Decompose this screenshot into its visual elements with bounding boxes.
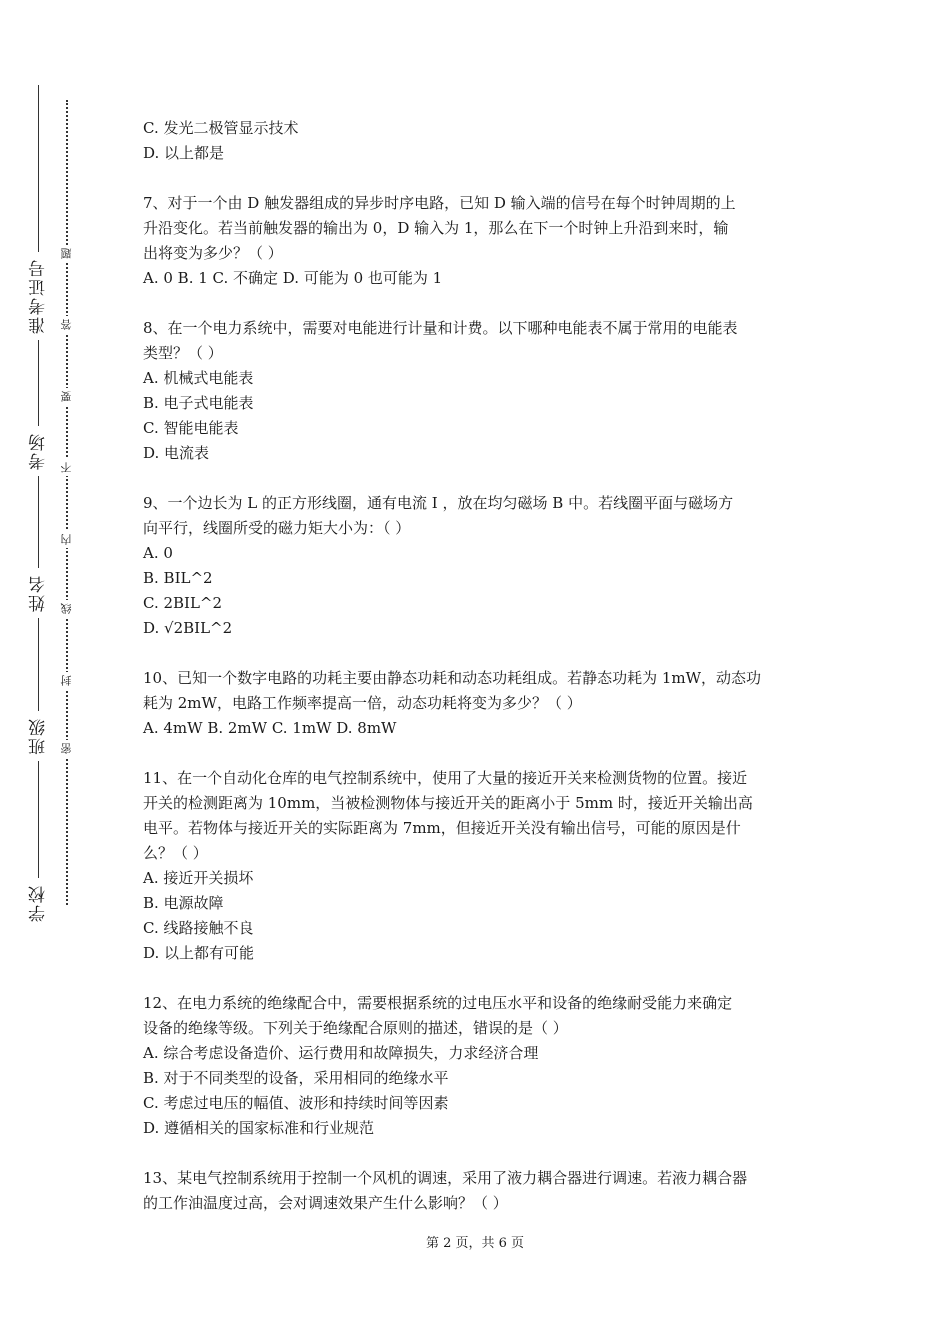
answer-option: A. 4mW B. 2mW C. 1mW D. 8mW xyxy=(143,719,397,737)
answer-option: D. 电流表 xyxy=(143,444,210,462)
question-7 xyxy=(143,191,823,291)
question-stem-line: 开关的检测距离为 10mm，当被检测物体与接近开关的距离小于 5mm 时，接近开关输出高 xyxy=(143,794,753,812)
question-stem-line: 升沿变化。若当前触发器的输出为 0，D 输入为 1，那么在下一个时钟上升沿到来时，输 xyxy=(143,219,729,237)
seal-char: 密 xyxy=(60,740,74,757)
question-11 xyxy=(143,766,823,966)
question-stem-line: 的工作油温度过高，会对调速效果产生什么影响？（ ） xyxy=(143,1194,508,1212)
answer-option: B. 对于不同类型的设备，采用相同的绝缘水平 xyxy=(143,1069,449,1087)
answer-option: B. 电源故障 xyxy=(143,894,224,912)
question-stem-line: 向平行，线圈所受的磁力矩大小为：（ ） xyxy=(143,519,411,537)
question-10 xyxy=(143,666,823,741)
answer-option: B. BIL^2 xyxy=(143,569,213,587)
question-stem-line: 电平。若物体与接近开关的实际距离为 7mm，但接近开关没有输出信号，可能的原因是什 xyxy=(143,819,741,837)
question-stem-line: 9、一个边长为 L 的正方形线圈，通有电流 I ，放在均匀磁场 B 中。若线圈平面与磁场方 xyxy=(143,494,734,512)
admission-number-label: 准考证号 xyxy=(26,252,52,340)
question-8 xyxy=(143,316,823,466)
seal-dotted-line xyxy=(66,100,68,905)
answer-option: C. 智能电能表 xyxy=(143,419,239,437)
seal-char: 线 xyxy=(60,600,74,617)
question-stem-line: 设备的绝缘等级。下列关于绝缘配合原则的描述，错误的是（ ） xyxy=(143,1019,568,1037)
question-stem-line: 么？（ ） xyxy=(143,844,208,862)
exam-room-label: 考场 xyxy=(26,426,52,476)
page-footer: 第 2 页，共 6 页 xyxy=(425,1236,525,1251)
answer-option: A. 0 B. 1 C. 不确定 D. 可能为 0 也可能为 1 xyxy=(143,269,443,287)
question-stem-line: 12、在电力系统的绝缘配合中，需要根据系统的过电压水平和设备的绝缘耐受能力来确定 xyxy=(143,994,733,1012)
question-list xyxy=(143,116,823,1241)
question-stem-line: 7、对于一个由 D 触发器组成的异步时序电路，已知 D 输入端的信号在每个时钟周期的上 xyxy=(143,194,736,212)
answer-option: C. 考虑过电压的幅值、波形和持续时间等因素 xyxy=(143,1094,449,1112)
question-6 xyxy=(143,116,823,166)
question-stem-line: 类型？（ ） xyxy=(143,344,223,362)
question-stem-line: 8、在一个电力系统中，需要对电能进行计量和计费。以下哪种电能表不属于常用的电能表 xyxy=(143,319,738,337)
question-13 xyxy=(143,1166,823,1216)
name-label: 姓名 xyxy=(26,568,52,618)
seal-char: 不 xyxy=(60,459,74,476)
seal-char: 内 xyxy=(60,531,74,548)
question-stem-line: 13、某电气控制系统用于控制一个风机的调速，采用了液力耦合器进行调速。若液力耦合器 xyxy=(143,1169,748,1187)
question-stem-line: 11、在一个自动化仓库的电气控制系统中，使用了大量的接近开关来检测货物的位置。接近 xyxy=(143,769,748,787)
answer-option: A. 机械式电能表 xyxy=(143,369,254,387)
answer-option: D. 以上都有可能 xyxy=(143,944,255,962)
seal-char: 答 xyxy=(60,316,74,333)
question-stem-line: 出将变为多少？（ ） xyxy=(143,244,283,262)
question-12 xyxy=(143,991,823,1141)
question-9 xyxy=(143,491,823,641)
binding-margin xyxy=(0,0,120,1344)
question-stem-line: 10、已知一个数字电路的功耗主要由静态功耗和动态功耗组成。若静态功耗为 1mW，动态功 xyxy=(143,669,762,687)
answer-option: D. 以上都是 xyxy=(143,144,225,162)
answer-option: C. 2BIL^2 xyxy=(143,594,223,612)
answer-option: C. 发光二极管显示技术 xyxy=(143,119,299,137)
binding-solid-line xyxy=(38,85,39,905)
answer-option: A. 接近开关损坏 xyxy=(143,869,254,887)
answer-option: A. 0 xyxy=(143,544,173,562)
answer-option: C. 线路接触不良 xyxy=(143,919,254,937)
seal-char: 封 xyxy=(60,672,74,689)
seal-char: 题 xyxy=(60,245,74,262)
answer-option: A. 综合考虑设备造价、运行费用和故障损失，力求经济合理 xyxy=(143,1044,539,1062)
school-label: 学校 xyxy=(26,878,52,928)
answer-option: D. 遵循相关的国家标准和行业规范 xyxy=(143,1119,375,1137)
answer-option: D. √2BIL^2 xyxy=(143,619,233,637)
seal-char: 要 xyxy=(60,388,74,405)
class-label: 班级 xyxy=(26,711,52,761)
question-stem-line: 耗为 2mW，电路工作频率提高一倍，动态功耗将变为多少？（ ） xyxy=(143,694,582,712)
answer-option: B. 电子式电能表 xyxy=(143,394,254,412)
